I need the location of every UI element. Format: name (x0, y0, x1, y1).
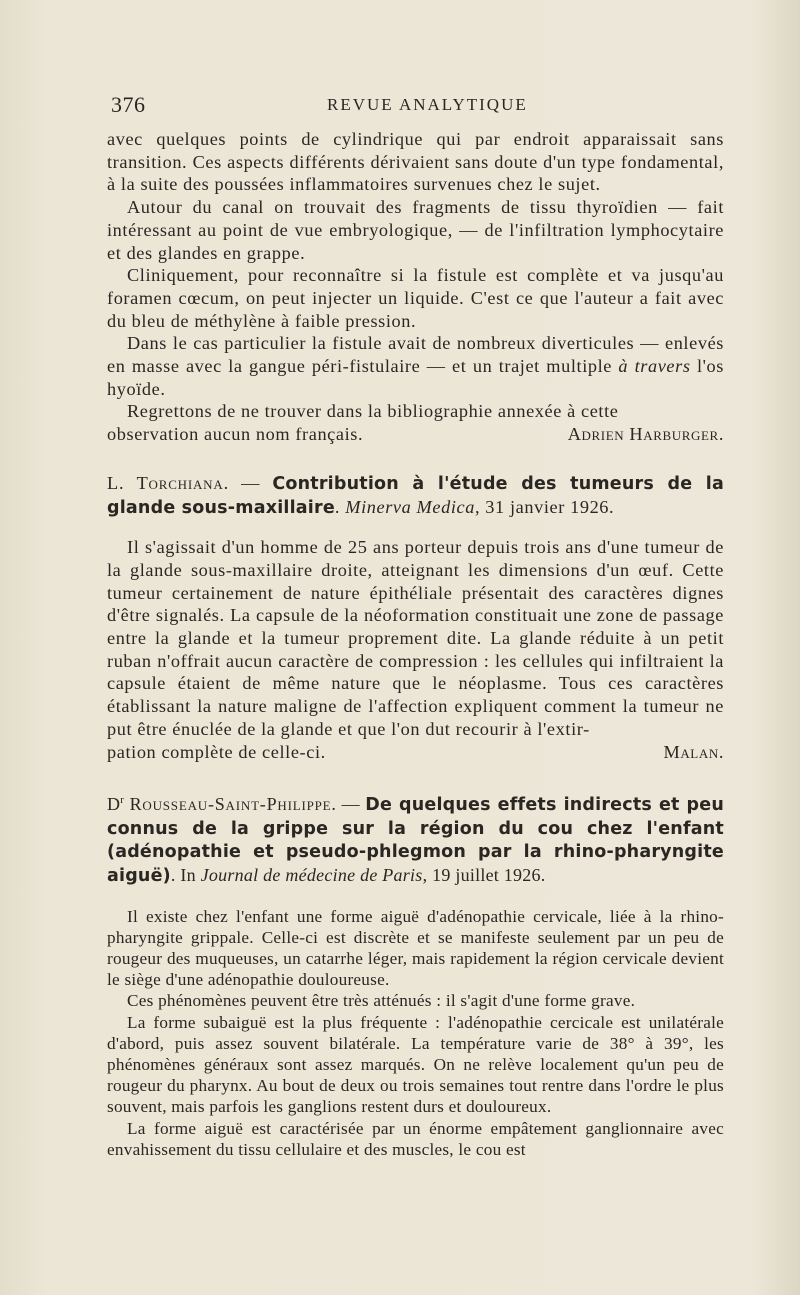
paragraph-continuation: observation aucun nom français. (107, 424, 364, 445)
paragraph: Regrettons de ne trouver dans la bibliographie annexée à cette (127, 401, 619, 422)
running-title: REVUE ANALYTIQUE (327, 95, 528, 114)
page-number: 376 (111, 92, 146, 117)
paragraph: Cliniquement, pour reconnaître si la fistule est complète et va jusqu'au foramen cœcum, on peut injecter un liquide. C'est ce que l'auteur a fait avec du bleu de méthylène à faible pression. (107, 265, 724, 331)
article-reference: $D^r$ Rousseau-Saint-Philippe. — De quelques effets indirects et peu connus de la grippe sur la région du cou chez l'enfant (adénopathie et pseudo-phlegmon par la rhino-pharyngite aiguë). In Journal de médecine de Paris, 19 juillet 1926. (107, 794, 724, 887)
paragraph: Il s'agissait d'un homme de 25 ans porteur depuis trois ans d'une tumeur de la glande sous-maxillaire droite, atteignant les dimensions d'un œuf. Cette tumeur certainement de nature épithéliale présentait des caractères dignes d'être signalés. La capsule de la néoformation constituait une zone de passage entre la glande et la tumeur proprement dite. La glande réduite à un petit ruban n'offrait aucun caractère de compression : les cellules qui infiltraient la capsule étaient de même nature que le néoplasme. Tous ces caractères établissant la nature maligne de l'affection expliquent comment la tumeur ne put être énuclée de la glande et que l'on dut recourir à l'extir- (107, 537, 724, 739)
paragraph-end-with-signature (107, 741, 724, 764)
paragraph: avec quelques points de cylindrique qui par endroit apparaissait sans transition. Ces aspects différents dérivaient sans doute d'un type fondamental, à la suite des poussées inflammatoires survenues chez le sujet. (107, 129, 724, 195)
article-title: Contribution à l'étude des tumeurs de la glande sous-maxillaire (107, 473, 724, 518)
author-name: Rousseau-Saint-Philippe (129, 794, 332, 815)
author-signature: Adrien Harburger. (567, 424, 724, 445)
author-name: L. Torchiana (107, 472, 224, 493)
article-reference: L. Torchiana. — Contribution à l'étude des tumeurs de la glande sous-maxillaire. Minerva Medica, 31 janvier 1926. (107, 472, 724, 518)
journal-name: Minerva Medica (345, 496, 475, 517)
paragraph: Autour du canal on trouvait des fragments de tissu thyroïdien — fait intéressant au point de vue embryologique, — de l'infiltration lymphocytaire et des glandes en grappe. (107, 197, 724, 263)
publication-date: , 31 janvier 1926. (474, 496, 615, 517)
paragraph: Ces phénomènes peuvent être très atténués : il s'agit d'une forme grave. (127, 991, 636, 1011)
paragraph-continuation: pation complète de celle-ci. (107, 741, 326, 762)
article-title: De quelques effets indirects et peu connus de la grippe sur la région du cou chez l'enfant (adénopathie et pseudo-phlegmon par la rhino-pharyngite aiguë) (107, 795, 724, 887)
page-header (111, 92, 724, 120)
page-body (107, 128, 724, 1160)
paragraph-end-with-signature (107, 423, 724, 446)
paragraph: Il existe chez l'enfant une forme aiguë d'adénopathie cervicale, liée à la rhino-pharyngite grippale. Celle-ci est discrète et se manifeste seulement par un peu de rougeur des muqueuses, un catarrhe léger, mais rapidement la région cervicale devient le siège d'une adénopathie douloureuse. (107, 906, 724, 990)
author-signature: Malan. (663, 741, 724, 762)
italic-text: à travers (618, 356, 691, 377)
paragraph: Dans le cas particulier la fistule avait de nombreux diverticules — enlevés en masse avec la gangue péri-fistulaire — et un trajet multiple à travers l'os hyoïde. (107, 333, 724, 399)
paragraph: La forme aiguë est caractérisée par un énorme empâtement ganglionnaire avec envahissement du tissu cellulaire et des muscles, le cou est (107, 1118, 724, 1159)
article-section (107, 789, 724, 1160)
journal-name: Journal de médecine de Paris (200, 865, 423, 886)
paragraph: La forme subaiguë est la plus fréquente : l'adénopathie cercicale est unilatérale d'abord, puis assez souvent bilatérale. La température varie de 38° à 39°, les phénomènes généraux sont assez marqués. On ne relève localement qu'un peu de rougeur du pharynx. Au bout de deux ou trois semaines tout rentre dans l'ordre le plus souvent, mais parfois les ganglions restent durs et douloureux. (107, 1012, 724, 1117)
publication-date: , 19 juillet 1926. (422, 865, 546, 886)
